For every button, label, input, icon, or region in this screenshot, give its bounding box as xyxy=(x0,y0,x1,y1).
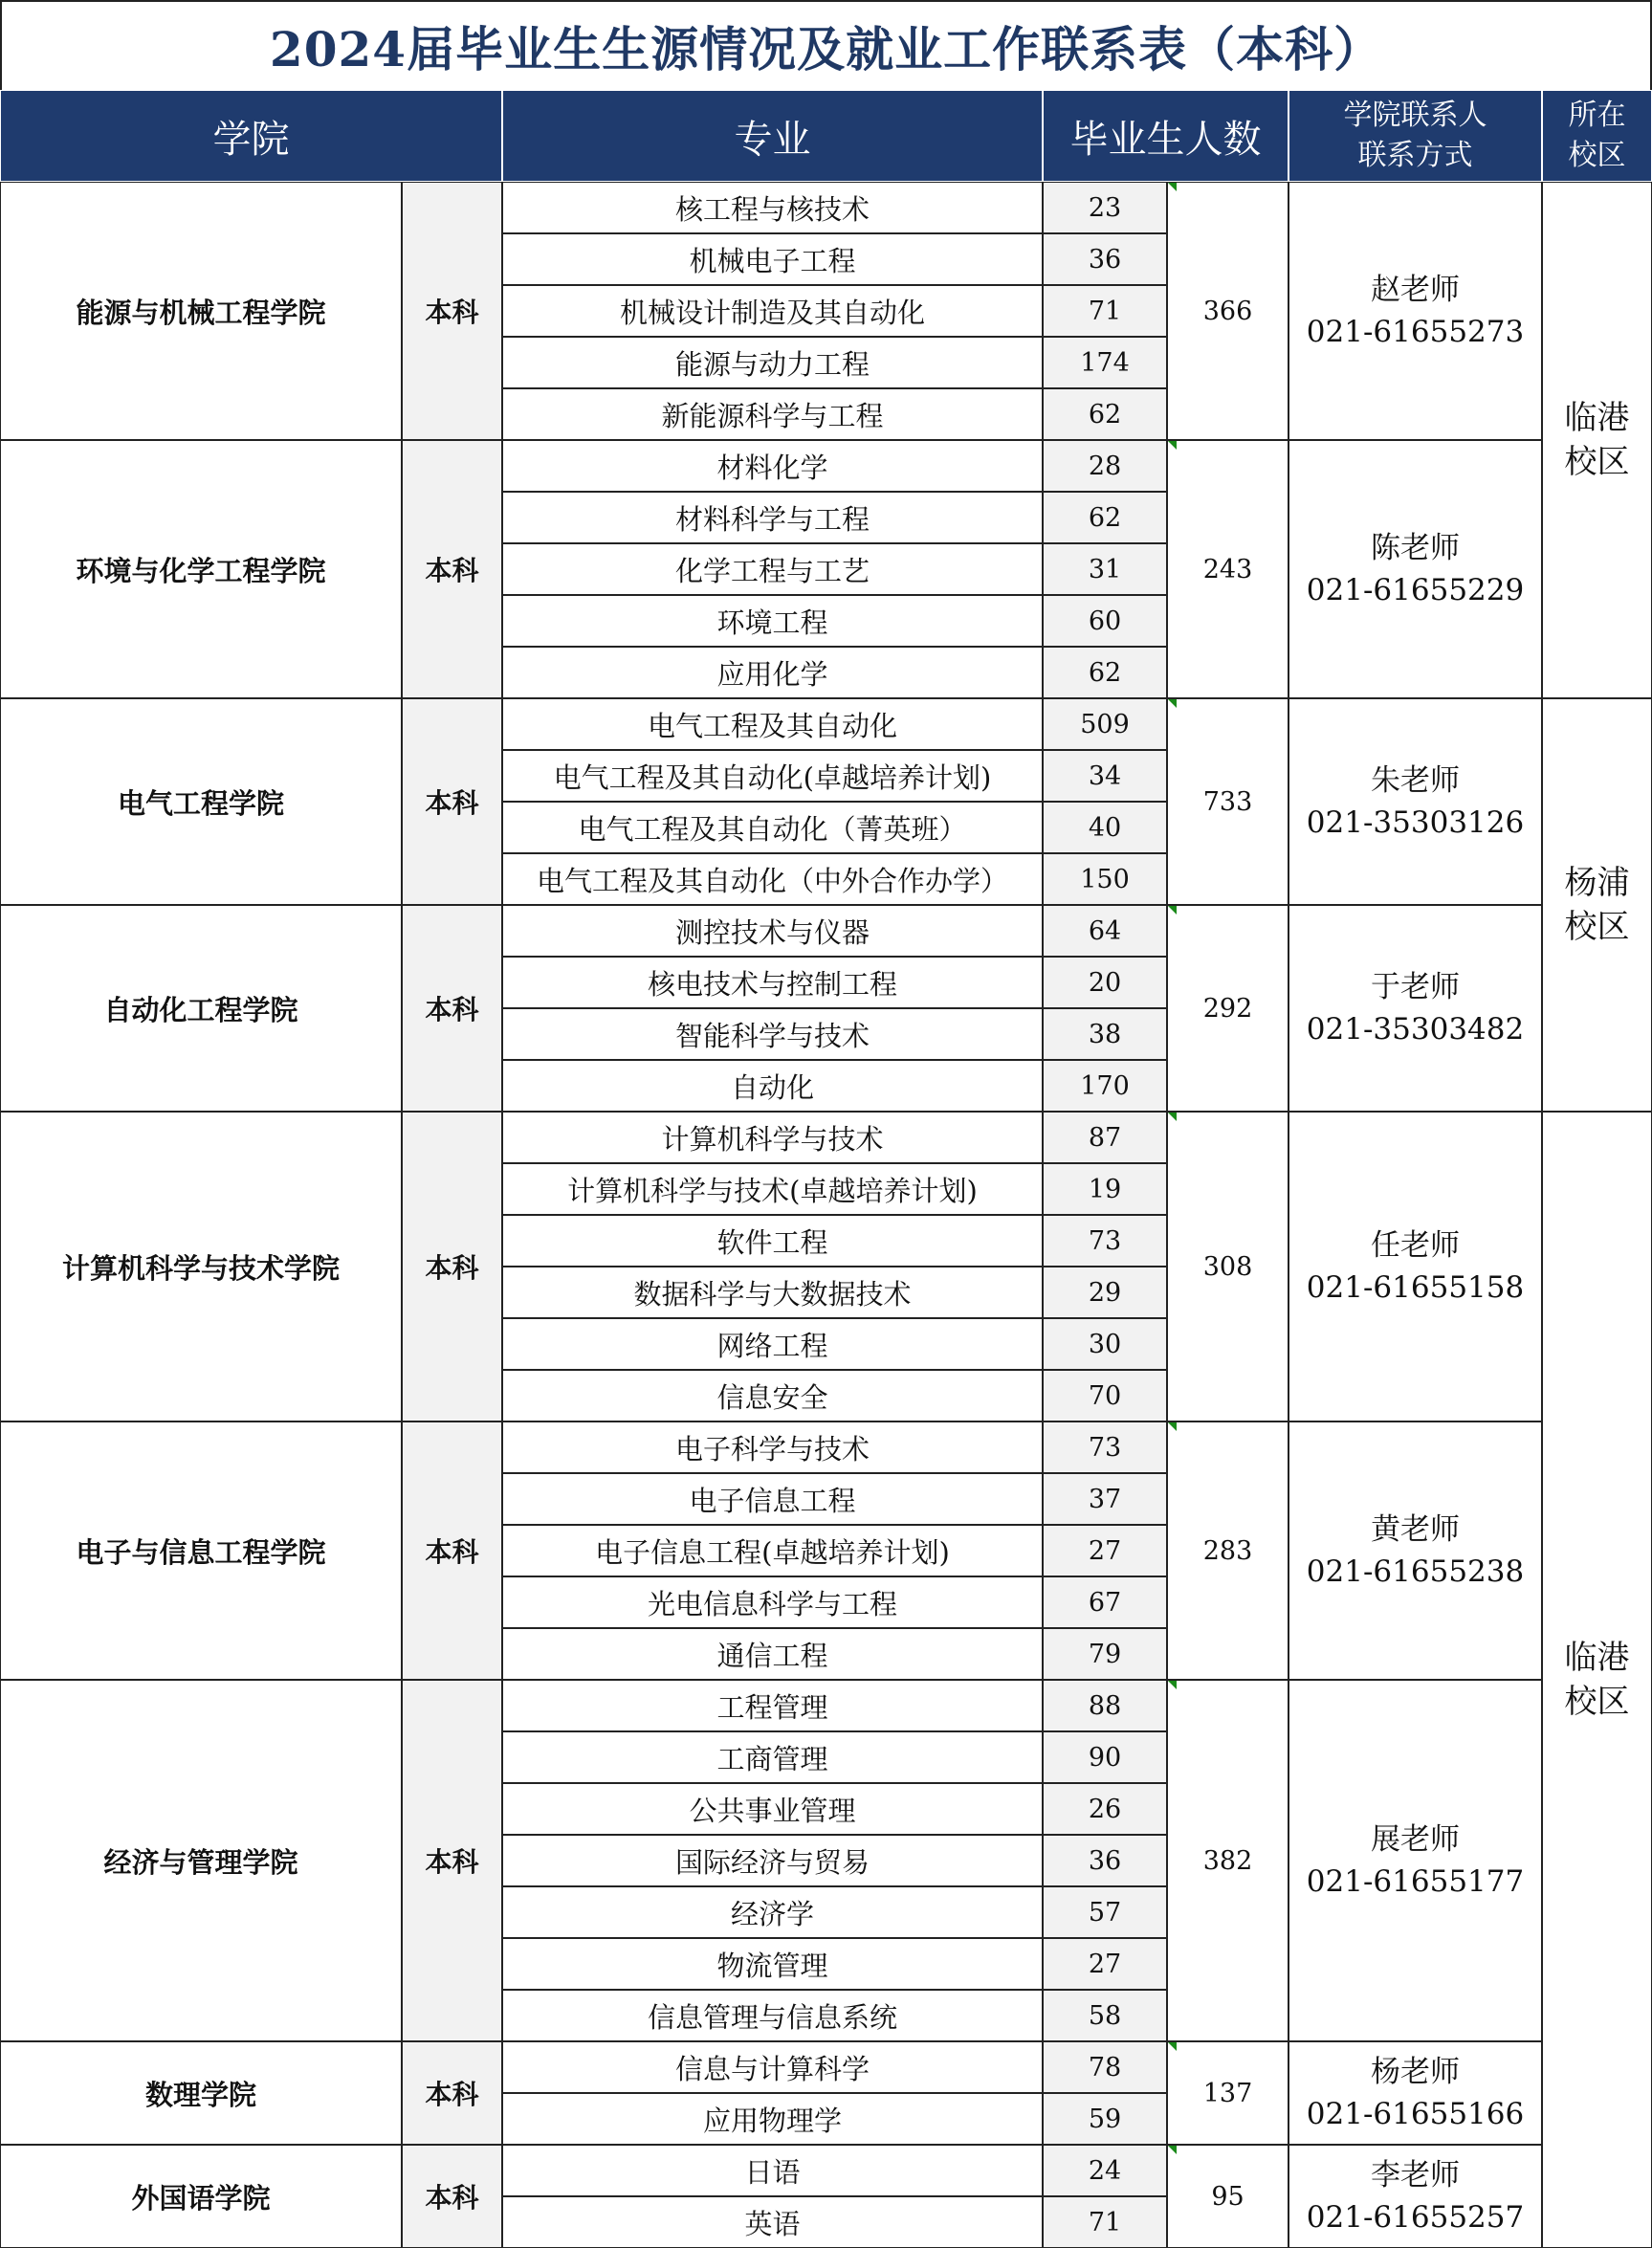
major-count-text: 36 xyxy=(1088,1845,1122,1876)
major-name-text: 机械电子工程 xyxy=(689,244,856,277)
major-name xyxy=(502,1628,1043,1680)
major-count-text: 509 xyxy=(1080,709,1130,739)
major-count-text: 40 xyxy=(1088,812,1122,843)
college-name xyxy=(0,182,402,440)
major-name xyxy=(502,1680,1043,1731)
major-name xyxy=(502,1783,1043,1835)
major-name xyxy=(502,905,1043,957)
major-name xyxy=(502,853,1043,905)
major-name xyxy=(502,1215,1043,1267)
major-count xyxy=(1043,1370,1167,1422)
major-count-text: 87 xyxy=(1088,1122,1122,1153)
college-name xyxy=(0,905,402,1112)
major-count-text: 28 xyxy=(1088,451,1122,481)
major-name-text: 工程管理 xyxy=(716,1690,828,1724)
major-count-text: 37 xyxy=(1088,1484,1122,1514)
cell-comment-marker xyxy=(1168,906,1177,915)
college-name-text: 自动化工程学院 xyxy=(103,993,298,1026)
cell-comment-marker xyxy=(1168,1422,1177,1431)
degree-level-text: 本科 xyxy=(425,1536,479,1568)
major-name-text: 环境工程 xyxy=(716,606,828,639)
major-name xyxy=(502,1370,1043,1422)
major-count-text: 34 xyxy=(1088,760,1122,791)
major-count-text: 64 xyxy=(1088,915,1122,946)
college-total-text: 308 xyxy=(1202,1251,1253,1282)
major-name-text: 智能科学与技术 xyxy=(674,1019,870,1052)
major-count xyxy=(1043,2093,1167,2145)
major-name-text: 电气工程及其自动化（菁英班） xyxy=(578,812,967,846)
major-name xyxy=(502,1163,1043,1215)
title-bar xyxy=(0,0,1652,90)
major-count xyxy=(1043,1576,1167,1628)
college-name-text: 计算机科学与技术学院 xyxy=(61,1251,340,1285)
major-name-text: 数据科学与大数据技术 xyxy=(633,1277,912,1311)
major-name-text: 测控技术与仪器 xyxy=(674,915,870,949)
major-count-text: 73 xyxy=(1088,1225,1122,1256)
college-name xyxy=(0,2145,402,2248)
degree-level xyxy=(402,2145,502,2248)
major-count xyxy=(1043,1008,1167,1060)
major-name-text: 日语 xyxy=(744,2155,801,2189)
major-count-text: 29 xyxy=(1088,1277,1122,1308)
campus-line1: 杨浦 xyxy=(1564,864,1630,902)
major-name-text: 经济学 xyxy=(730,1897,814,1930)
college-contact xyxy=(1289,2041,1542,2145)
major-name xyxy=(502,647,1043,698)
major-name-text: 能源与动力工程 xyxy=(674,347,870,381)
major-name xyxy=(502,492,1043,543)
major-name xyxy=(502,1008,1043,1060)
campus-line1: 临港 xyxy=(1564,399,1630,437)
header-major-label: 专业 xyxy=(734,117,811,162)
major-count xyxy=(1043,802,1167,853)
cell-comment-marker xyxy=(1168,1113,1177,1121)
major-count-text: 57 xyxy=(1088,1897,1122,1928)
major-name xyxy=(502,1886,1043,1938)
header-count xyxy=(1043,90,1289,182)
major-count xyxy=(1043,1990,1167,2041)
major-count-text: 59 xyxy=(1088,2104,1122,2134)
contact-phone: 021-61655166 xyxy=(1306,2097,1525,2131)
major-count xyxy=(1043,182,1167,233)
major-count xyxy=(1043,1318,1167,1370)
major-name xyxy=(502,2145,1043,2196)
major-name xyxy=(502,1422,1043,1473)
sheet-title: 2024届毕业生生源情况及就业工作联系表（本科） xyxy=(269,21,1383,77)
degree-level-text: 本科 xyxy=(425,555,479,586)
major-name-text: 电子信息工程 xyxy=(689,1484,856,1517)
major-count xyxy=(1043,1680,1167,1731)
major-count xyxy=(1043,1112,1167,1163)
major-name xyxy=(502,2041,1043,2093)
major-count xyxy=(1043,1473,1167,1525)
contact-name: 李老师 xyxy=(1371,2158,1460,2193)
major-name-text: 应用化学 xyxy=(716,657,828,691)
major-count-text: 24 xyxy=(1088,2155,1122,2186)
header-count-label: 毕业生人数 xyxy=(1069,117,1262,162)
major-name-text: 电子信息工程(卓越培养计划) xyxy=(595,1535,950,1569)
major-count-text: 79 xyxy=(1088,1639,1122,1669)
major-count xyxy=(1043,543,1167,595)
major-name-text: 物流管理 xyxy=(716,1949,828,1982)
college-name-text: 电子与信息工程学院 xyxy=(76,1535,326,1569)
college-name-text: 外国语学院 xyxy=(131,2181,271,2215)
contact-name: 黄老师 xyxy=(1371,1512,1460,1547)
major-count xyxy=(1043,647,1167,698)
major-count xyxy=(1043,2041,1167,2093)
degree-level-text: 本科 xyxy=(425,1846,479,1878)
college-total xyxy=(1167,182,1289,440)
major-count xyxy=(1043,1060,1167,1112)
major-count-text: 71 xyxy=(1088,2207,1122,2237)
contact-phone: 021-35303126 xyxy=(1306,805,1525,840)
header-contact-line2: 联系方式 xyxy=(1357,139,1473,172)
contact-name: 展老师 xyxy=(1371,1822,1460,1857)
header-campus xyxy=(1542,90,1652,182)
major-count-text: 70 xyxy=(1088,1380,1122,1411)
college-contact xyxy=(1289,1680,1542,2041)
major-count xyxy=(1043,1267,1167,1318)
major-count xyxy=(1043,595,1167,647)
major-name xyxy=(502,750,1043,802)
major-count-text: 60 xyxy=(1088,606,1122,636)
contact-name: 杨老师 xyxy=(1371,2055,1460,2089)
college-name xyxy=(0,2041,402,2145)
major-name xyxy=(502,802,1043,853)
college-name xyxy=(0,440,402,698)
campus-line2: 校区 xyxy=(1564,908,1630,946)
major-name xyxy=(502,2196,1043,2248)
major-name-text: 信息与计算科学 xyxy=(674,2052,870,2085)
major-name-text: 英语 xyxy=(744,2207,801,2240)
major-count xyxy=(1043,388,1167,440)
major-name xyxy=(502,1731,1043,1783)
college-name xyxy=(0,1112,402,1422)
college-contact xyxy=(1289,698,1542,905)
campus-cell xyxy=(1542,1112,1652,2248)
major-count-text: 27 xyxy=(1088,1949,1122,1979)
major-count-text: 62 xyxy=(1088,502,1122,533)
cell-comment-marker xyxy=(1168,2042,1177,2051)
major-count xyxy=(1043,1628,1167,1680)
major-count xyxy=(1043,285,1167,337)
major-count xyxy=(1043,957,1167,1008)
major-count xyxy=(1043,1163,1167,1215)
major-name xyxy=(502,1318,1043,1370)
major-name-text: 软件工程 xyxy=(716,1225,828,1259)
major-count-text: 26 xyxy=(1088,1794,1122,1824)
header-contact xyxy=(1289,90,1542,182)
major-name xyxy=(502,1267,1043,1318)
degree-level-text: 本科 xyxy=(425,297,479,328)
college-total xyxy=(1167,2041,1289,2145)
degree-level xyxy=(402,1112,502,1422)
college-name-text: 经济与管理学院 xyxy=(103,1845,298,1879)
college-name-text: 数理学院 xyxy=(144,2078,256,2111)
major-name-text: 信息管理与信息系统 xyxy=(647,2000,897,2034)
campus-cell xyxy=(1542,182,1652,698)
major-count-text: 78 xyxy=(1088,2052,1122,2083)
contact-phone: 021-61655257 xyxy=(1306,2200,1525,2235)
college-name xyxy=(0,1422,402,1680)
major-name-text: 电气工程及其自动化（中外合作办学） xyxy=(536,864,1008,897)
major-name-text: 网络工程 xyxy=(716,1329,828,1362)
major-name xyxy=(502,698,1043,750)
college-total xyxy=(1167,698,1289,905)
college-name-text: 能源与机械工程学院 xyxy=(76,296,326,329)
contact-phone: 021-61655158 xyxy=(1306,1270,1525,1305)
major-count xyxy=(1043,1886,1167,1938)
major-name-text: 材料科学与工程 xyxy=(674,502,870,536)
degree-level-text: 本科 xyxy=(425,1252,479,1284)
major-name xyxy=(502,388,1043,440)
major-name-text: 核工程与核技术 xyxy=(674,192,870,226)
college-total xyxy=(1167,440,1289,698)
college-total xyxy=(1167,1112,1289,1422)
header-campus-line2: 校区 xyxy=(1568,139,1626,172)
contact-name: 任老师 xyxy=(1371,1228,1460,1263)
college-name-text: 电气工程学院 xyxy=(117,786,284,820)
major-name xyxy=(502,1938,1043,1990)
major-count-text: 67 xyxy=(1088,1587,1122,1618)
major-count-text: 31 xyxy=(1088,554,1122,584)
college-total-text: 283 xyxy=(1202,1535,1253,1566)
major-count xyxy=(1043,2145,1167,2196)
major-count xyxy=(1043,1938,1167,1990)
major-name-text: 电气工程及其自动化(卓越培养计划) xyxy=(553,760,992,794)
college-name xyxy=(0,1680,402,2041)
contact-name: 朱老师 xyxy=(1371,763,1460,798)
major-name xyxy=(502,1990,1043,2041)
major-count-text: 88 xyxy=(1088,1690,1122,1721)
major-name xyxy=(502,1112,1043,1163)
major-name-text: 电子科学与技术 xyxy=(674,1432,870,1466)
major-count xyxy=(1043,1215,1167,1267)
major-name-text: 核电技术与控制工程 xyxy=(647,967,897,1001)
major-name xyxy=(502,1525,1043,1576)
degree-level xyxy=(402,1422,502,1680)
college-total-text: 95 xyxy=(1211,2181,1245,2212)
college-contact xyxy=(1289,182,1542,440)
major-count-text: 23 xyxy=(1088,192,1122,223)
major-count xyxy=(1043,1783,1167,1835)
college-contact xyxy=(1289,905,1542,1112)
major-name xyxy=(502,337,1043,388)
major-count-text: 73 xyxy=(1088,1432,1122,1463)
major-name-text: 化学工程与工艺 xyxy=(674,554,870,587)
major-count-text: 90 xyxy=(1088,1742,1122,1773)
college-total-text: 366 xyxy=(1202,296,1253,326)
contact-name: 陈老师 xyxy=(1371,531,1460,565)
major-name-text: 材料化学 xyxy=(716,451,828,484)
major-count xyxy=(1043,440,1167,492)
major-name-text: 自动化 xyxy=(730,1070,814,1104)
major-name-text: 计算机科学与技术(卓越培养计划) xyxy=(567,1174,978,1207)
campus-cell xyxy=(1542,698,1652,1112)
major-count xyxy=(1043,750,1167,802)
cell-comment-marker xyxy=(1168,699,1177,708)
major-name xyxy=(502,233,1043,285)
major-count xyxy=(1043,233,1167,285)
major-count-text: 170 xyxy=(1080,1070,1130,1101)
cell-comment-marker xyxy=(1168,183,1177,191)
header-campus-line1: 所在 xyxy=(1568,99,1626,132)
college-total-text: 137 xyxy=(1202,2078,1253,2108)
major-name-text: 应用物理学 xyxy=(702,2104,842,2137)
college-total xyxy=(1167,905,1289,1112)
major-name-text: 公共事业管理 xyxy=(689,1794,856,1827)
contact-name: 赵老师 xyxy=(1371,273,1460,307)
college-total-text: 243 xyxy=(1202,554,1253,584)
contact-phone: 021-61655273 xyxy=(1306,315,1525,349)
major-count-text: 36 xyxy=(1088,244,1122,275)
college-total xyxy=(1167,2145,1289,2248)
cell-comment-marker xyxy=(1168,441,1177,450)
college-total-text: 292 xyxy=(1202,993,1253,1024)
college-name-text: 环境与化学工程学院 xyxy=(76,554,326,587)
degree-level xyxy=(402,182,502,440)
degree-level-text: 本科 xyxy=(425,2079,479,2110)
major-count xyxy=(1043,492,1167,543)
degree-level-text: 本科 xyxy=(425,2182,479,2214)
cell-comment-marker xyxy=(1168,2146,1177,2154)
major-name xyxy=(502,543,1043,595)
major-name-text: 工商管理 xyxy=(716,1742,828,1775)
header-major xyxy=(502,90,1043,182)
campus-line2: 校区 xyxy=(1564,443,1630,481)
major-count-text: 62 xyxy=(1088,657,1122,688)
college-contact xyxy=(1289,440,1542,698)
major-name-text: 计算机科学与技术 xyxy=(661,1122,884,1156)
major-count-text: 71 xyxy=(1088,296,1122,326)
college-contact xyxy=(1289,1112,1542,1422)
major-name xyxy=(502,182,1043,233)
contact-phone: 021-61655177 xyxy=(1306,1864,1525,1899)
major-count xyxy=(1043,1731,1167,1783)
major-name xyxy=(502,440,1043,492)
major-name-text: 电气工程及其自动化 xyxy=(647,709,897,742)
major-name xyxy=(502,1473,1043,1525)
degree-level xyxy=(402,1680,502,2041)
major-count xyxy=(1043,337,1167,388)
major-name-text: 国际经济与贸易 xyxy=(674,1845,870,1879)
degree-level xyxy=(402,440,502,698)
contact-name: 于老师 xyxy=(1371,970,1460,1004)
major-count-text: 62 xyxy=(1088,399,1122,430)
college-contact xyxy=(1289,1422,1542,1680)
major-count xyxy=(1043,1422,1167,1473)
major-name-text: 信息安全 xyxy=(716,1380,828,1414)
college-total-text: 733 xyxy=(1202,786,1253,817)
contact-phone: 021-61655238 xyxy=(1306,1554,1525,1589)
header-contact-line1: 学院联系人 xyxy=(1343,99,1487,132)
major-name xyxy=(502,595,1043,647)
degree-level xyxy=(402,698,502,905)
contact-phone: 021-61655229 xyxy=(1306,573,1525,607)
major-count xyxy=(1043,1835,1167,1886)
cell-comment-marker xyxy=(1168,1681,1177,1689)
college-contact xyxy=(1289,2145,1542,2248)
major-name-text: 新能源科学与工程 xyxy=(661,399,884,432)
major-name xyxy=(502,1835,1043,1886)
major-count-text: 19 xyxy=(1088,1174,1122,1204)
major-name-text: 通信工程 xyxy=(716,1639,828,1672)
degree-level xyxy=(402,905,502,1112)
major-name-text: 光电信息科学与工程 xyxy=(647,1587,897,1620)
degree-level-text: 本科 xyxy=(425,994,479,1025)
contact-phone: 021-35303482 xyxy=(1306,1012,1525,1047)
college-total xyxy=(1167,1422,1289,1680)
major-name xyxy=(502,1060,1043,1112)
major-count xyxy=(1043,1525,1167,1576)
major-count-text: 150 xyxy=(1080,864,1130,894)
major-name xyxy=(502,285,1043,337)
degree-level xyxy=(402,2041,502,2145)
major-name-text: 机械设计制造及其自动化 xyxy=(619,296,925,329)
major-name xyxy=(502,2093,1043,2145)
major-count-text: 20 xyxy=(1088,967,1122,998)
major-name xyxy=(502,1576,1043,1628)
major-count xyxy=(1043,905,1167,957)
major-count-text: 38 xyxy=(1088,1019,1122,1049)
college-total-text: 382 xyxy=(1202,1845,1253,1876)
major-count-text: 174 xyxy=(1080,347,1130,378)
major-name xyxy=(502,957,1043,1008)
campus-line1: 临港 xyxy=(1564,1639,1630,1677)
header-college xyxy=(0,90,502,182)
college-name xyxy=(0,698,402,905)
major-count-text: 58 xyxy=(1088,2000,1122,2031)
degree-level-text: 本科 xyxy=(425,787,479,819)
campus-line2: 校区 xyxy=(1564,1683,1630,1721)
header-college-label: 学院 xyxy=(212,117,290,162)
major-count xyxy=(1043,853,1167,905)
major-count xyxy=(1043,698,1167,750)
major-count-text: 30 xyxy=(1088,1329,1122,1359)
major-count xyxy=(1043,2196,1167,2248)
major-count-text: 27 xyxy=(1088,1535,1122,1566)
college-total xyxy=(1167,1680,1289,2041)
